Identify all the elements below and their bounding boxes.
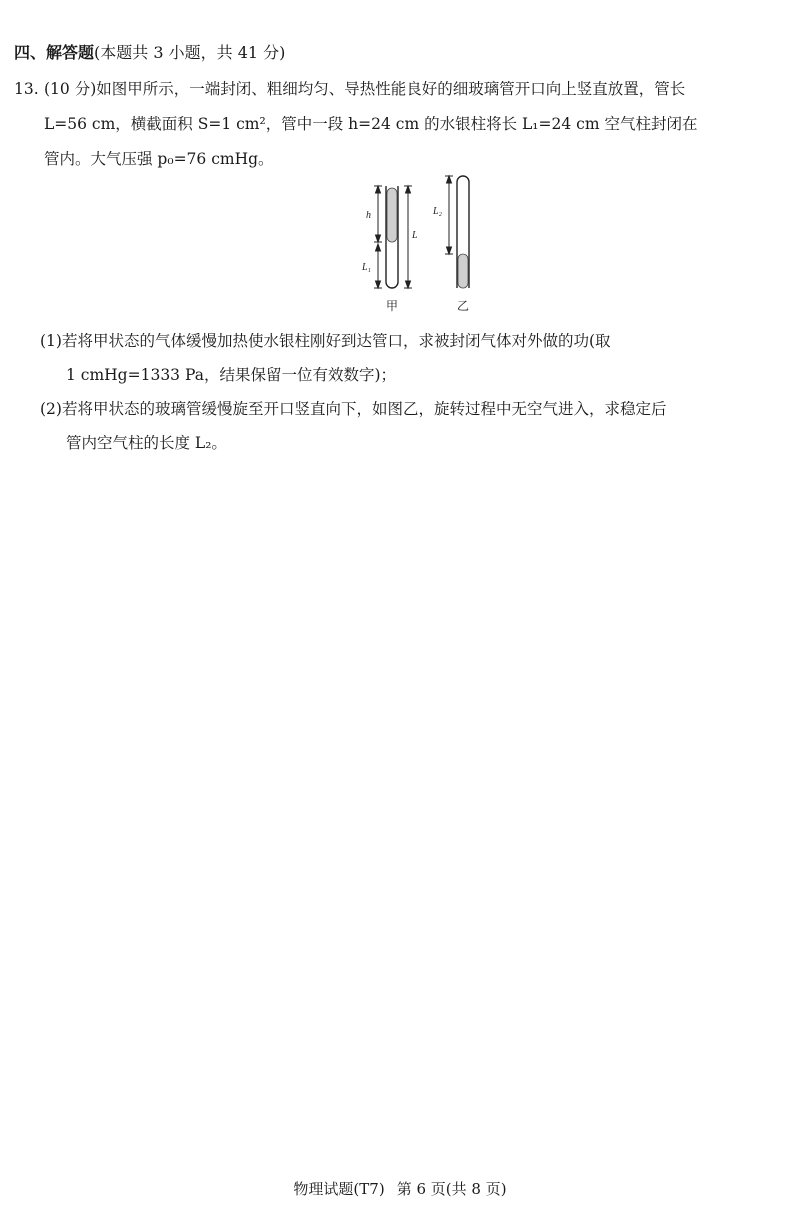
tube-a xyxy=(386,186,398,288)
question-line-2: L=56 cm，横截面积 S=1 cm²，管中一段 h=24 cm 的水银柱将长 L₁=24 cm 空气柱封闭在 xyxy=(44,115,698,133)
question-part-1 xyxy=(40,324,790,392)
mercury-column-b xyxy=(458,254,468,288)
part-2-line-1: (2)若将甲状态的玻璃管缓慢旋至开口竖直向下，如图乙，旋转过程中无空气进入，求稳定后 xyxy=(40,400,667,418)
question-13 xyxy=(14,72,786,177)
footer-subject: 物理试题(T7) xyxy=(293,1180,385,1198)
label-h: h xyxy=(366,210,371,221)
section-heading xyxy=(14,40,285,63)
question-part-2 xyxy=(40,392,790,460)
part-1-line-1: (1)若将甲状态的气体缓慢加热使水银柱刚好到达管口，求被封闭气体对外做的功(取 xyxy=(40,332,611,350)
question-line-3: 管内。大气压强 p₀=76 cmHg。 xyxy=(44,150,274,168)
label-L: L xyxy=(412,230,418,241)
tube-b xyxy=(457,176,469,288)
tube-figure xyxy=(356,166,476,316)
section-note: (本题共 3 小题，共 41 分) xyxy=(94,43,286,62)
page-footer xyxy=(0,1178,800,1199)
caption-jia: 甲 xyxy=(386,299,399,313)
footer-page: 第 6 页(共 8 页) xyxy=(396,1180,507,1198)
caption-yi: 乙 xyxy=(457,299,470,313)
section-title: 四、解答题 xyxy=(14,43,95,62)
label-L1: L₁ xyxy=(362,262,372,273)
part-1-line-2: 1 cmHg=1333 Pa，结果保留一位有效数字)； xyxy=(66,366,396,384)
part-2-line-2: 管内空气柱的长度 L₂。 xyxy=(66,434,227,452)
mercury-column-a xyxy=(387,188,397,242)
question-line-1: (10 分)如图甲所示，一端封闭、粗细均匀、导热性能良好的细玻璃管开口向上竖直放置，管长 xyxy=(44,80,686,98)
label-L2: L₂ xyxy=(433,206,443,217)
question-number: 13. xyxy=(14,80,39,98)
